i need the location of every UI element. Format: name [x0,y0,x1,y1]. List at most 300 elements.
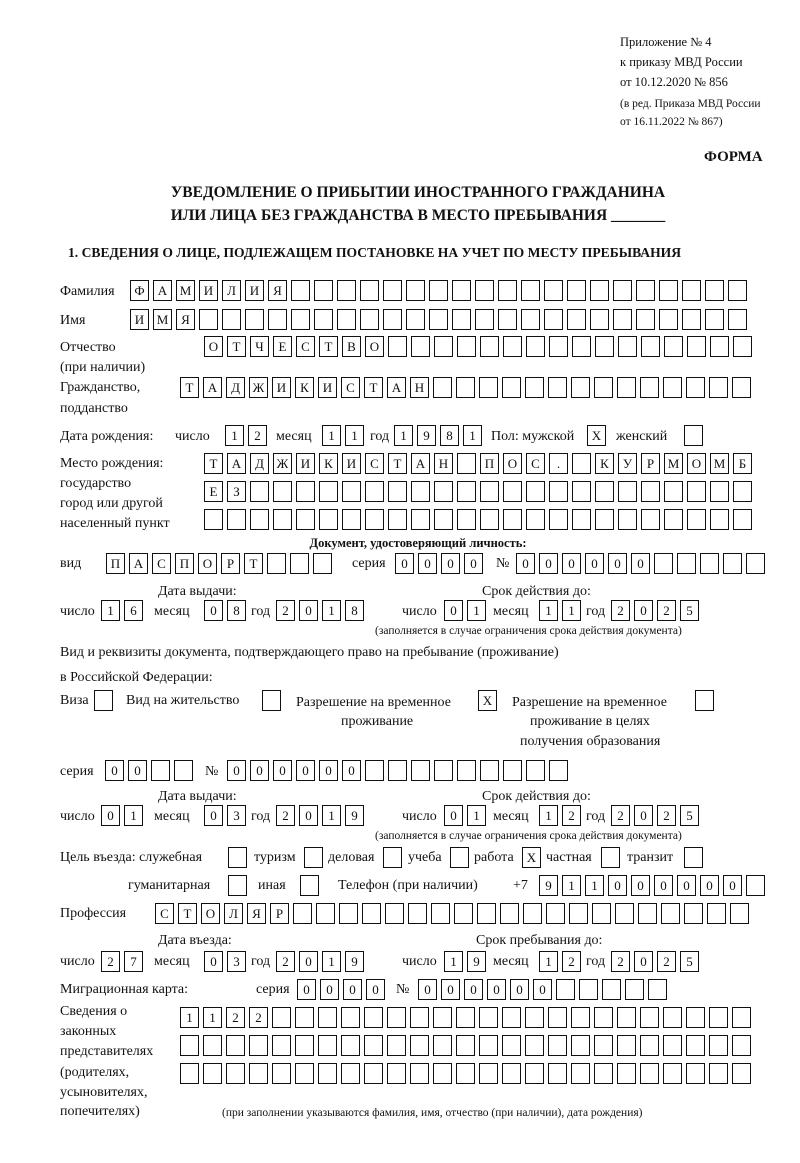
char-cell[interactable]: М [710,453,729,474]
char-cell[interactable]: 0 [273,760,292,781]
char-cell[interactable] [523,903,542,924]
char-cell[interactable] [434,336,453,357]
char-cell[interactable] [475,280,494,301]
char-cell[interactable] [595,481,614,502]
char-cell[interactable] [304,847,323,868]
char-cell[interactable] [687,509,706,530]
char-cell[interactable]: А [129,553,148,574]
purpose-tourism-checkbox[interactable] [304,847,323,868]
char-cell[interactable] [456,377,475,398]
char-cell[interactable]: 8 [227,600,246,621]
char-cell[interactable] [290,553,309,574]
char-cell[interactable] [733,481,752,502]
char-cell[interactable]: 0 [128,760,147,781]
char-cell[interactable]: Т [180,377,199,398]
char-cell[interactable]: 0 [677,875,696,896]
char-cell[interactable]: К [595,453,614,474]
char-cell[interactable] [579,979,598,1000]
char-cell[interactable]: 1 [394,425,413,446]
char-cell[interactable] [572,453,591,474]
char-cell[interactable] [341,1035,360,1056]
char-cell[interactable] [709,377,728,398]
char-cell[interactable] [686,377,705,398]
char-cell[interactable] [617,377,636,398]
char-cell[interactable]: 1 [562,600,581,621]
char-cell[interactable] [594,1063,613,1084]
char-cell[interactable] [636,309,655,330]
char-cell[interactable] [728,309,747,330]
char-cell[interactable] [640,1063,659,1084]
sex-male-checkbox[interactable] [587,425,606,446]
char-cell[interactable]: 0 [299,600,318,621]
char-cell[interactable] [502,1007,521,1028]
char-cell[interactable] [273,509,292,530]
char-cell[interactable]: 1 [322,600,341,621]
char-cell[interactable] [502,377,521,398]
char-cell[interactable]: 0 [634,951,653,972]
char-cell[interactable] [227,509,246,530]
char-cell[interactable] [249,1063,268,1084]
char-cell[interactable] [365,760,384,781]
char-cell[interactable] [618,336,637,357]
purpose-humanitarian-checkbox[interactable] [228,875,247,896]
purpose-study-checkbox[interactable] [450,847,469,868]
char-cell[interactable]: 2 [226,1007,245,1028]
char-cell[interactable] [705,309,724,330]
char-cell[interactable]: 2 [276,805,295,826]
char-cell[interactable]: М [176,280,195,301]
char-cell[interactable]: 8 [345,600,364,621]
char-cell[interactable]: З [227,481,246,502]
id-number-field[interactable] [516,553,765,574]
id-valid-year-field[interactable] [611,600,699,621]
purpose-transit-checkbox[interactable] [684,847,703,868]
char-cell[interactable] [640,1035,659,1056]
char-cell[interactable]: X [478,690,497,711]
char-cell[interactable] [525,1063,544,1084]
char-cell[interactable] [502,1063,521,1084]
char-cell[interactable] [617,1063,636,1084]
char-cell[interactable]: 0 [204,805,223,826]
char-cell[interactable]: 0 [296,760,315,781]
char-cell[interactable]: 0 [700,875,719,896]
char-cell[interactable]: С [526,453,545,474]
char-cell[interactable]: 5 [680,805,699,826]
char-cell[interactable]: 1 [539,805,558,826]
stay-month-field[interactable] [539,951,581,972]
reps-field-1[interactable] [180,1007,751,1028]
char-cell[interactable] [663,1035,682,1056]
char-cell[interactable] [226,1063,245,1084]
char-cell[interactable] [319,509,338,530]
char-cell[interactable] [429,280,448,301]
char-cell[interactable]: 0 [441,553,460,574]
purpose-work-checkbox[interactable] [522,847,541,868]
char-cell[interactable]: 9 [467,951,486,972]
char-cell[interactable] [387,1063,406,1084]
sex-female-checkbox[interactable] [684,425,703,446]
char-cell[interactable] [746,875,765,896]
res-issue-month-field[interactable] [204,805,246,826]
char-cell[interactable] [525,1007,544,1028]
res-issue-year-field[interactable] [276,805,364,826]
char-cell[interactable] [733,336,752,357]
char-cell[interactable] [661,903,680,924]
char-cell[interactable] [733,509,752,530]
char-cell[interactable] [613,309,632,330]
char-cell[interactable] [296,481,315,502]
char-cell[interactable] [433,377,452,398]
char-cell[interactable] [151,760,170,781]
char-cell[interactable] [548,377,567,398]
char-cell[interactable] [732,377,751,398]
char-cell[interactable] [273,481,292,502]
char-cell[interactable] [174,760,193,781]
char-cell[interactable]: А [227,453,246,474]
char-cell[interactable] [710,336,729,357]
char-cell[interactable] [480,336,499,357]
char-cell[interactable] [272,1007,291,1028]
char-cell[interactable]: 0 [418,553,437,574]
entry-month-field[interactable] [204,951,246,972]
char-cell[interactable] [695,690,714,711]
residence-permit-checkbox[interactable] [262,690,281,711]
char-cell[interactable] [682,280,701,301]
char-cell[interactable] [341,1007,360,1028]
char-cell[interactable] [204,509,223,530]
dob-day-field[interactable] [225,425,267,446]
char-cell[interactable]: Л [224,903,243,924]
char-cell[interactable]: 1 [322,425,341,446]
char-cell[interactable] [383,309,402,330]
char-cell[interactable]: 0 [444,805,463,826]
char-cell[interactable] [684,847,703,868]
char-cell[interactable]: 0 [585,553,604,574]
char-cell[interactable]: 3 [227,951,246,972]
char-cell[interactable] [313,553,332,574]
char-cell[interactable]: 2 [276,600,295,621]
char-cell[interactable] [319,481,338,502]
birthplace-field-2[interactable] [204,481,752,502]
char-cell[interactable]: В [342,336,361,357]
id-valid-month-field[interactable] [539,600,581,621]
char-cell[interactable] [475,309,494,330]
char-cell[interactable] [203,1063,222,1084]
char-cell[interactable] [180,1063,199,1084]
char-cell[interactable] [521,280,540,301]
char-cell[interactable]: И [130,309,149,330]
char-cell[interactable] [272,1035,291,1056]
char-cell[interactable] [318,1007,337,1028]
char-cell[interactable] [659,280,678,301]
char-cell[interactable] [250,481,269,502]
id-type-field[interactable] [106,553,332,574]
char-cell[interactable] [723,553,742,574]
char-cell[interactable] [339,903,358,924]
char-cell[interactable] [431,903,450,924]
char-cell[interactable] [456,1063,475,1084]
char-cell[interactable]: 9 [345,805,364,826]
char-cell[interactable] [452,280,471,301]
char-cell[interactable] [434,509,453,530]
char-cell[interactable] [434,481,453,502]
char-cell[interactable] [388,760,407,781]
char-cell[interactable] [684,425,703,446]
char-cell[interactable] [544,280,563,301]
char-cell[interactable] [410,1007,429,1028]
char-cell[interactable] [364,1035,383,1056]
migration-series-field[interactable] [297,979,385,1000]
char-cell[interactable]: С [341,377,360,398]
char-cell[interactable]: Ж [249,377,268,398]
char-cell[interactable] [387,1007,406,1028]
char-cell[interactable] [433,1007,452,1028]
char-cell[interactable]: И [318,377,337,398]
char-cell[interactable]: 2 [657,951,676,972]
char-cell[interactable] [295,1007,314,1028]
patronymic-field[interactable] [204,336,752,357]
char-cell[interactable] [648,979,667,1000]
char-cell[interactable]: Н [434,453,453,474]
char-cell[interactable] [601,847,620,868]
char-cell[interactable] [503,336,522,357]
purpose-official-checkbox[interactable] [228,847,247,868]
char-cell[interactable] [687,481,706,502]
char-cell[interactable] [684,903,703,924]
char-cell[interactable]: 0 [539,553,558,574]
char-cell[interactable]: Д [250,453,269,474]
char-cell[interactable] [228,875,247,896]
char-cell[interactable]: 0 [654,875,673,896]
char-cell[interactable] [249,1035,268,1056]
char-cell[interactable] [641,481,660,502]
char-cell[interactable] [732,1035,751,1056]
char-cell[interactable] [526,336,545,357]
char-cell[interactable]: К [295,377,314,398]
char-cell[interactable] [267,553,286,574]
citizenship-field[interactable] [180,377,751,398]
char-cell[interactable] [663,1007,682,1028]
char-cell[interactable] [700,553,719,574]
char-cell[interactable] [709,1063,728,1084]
char-cell[interactable]: А [387,377,406,398]
char-cell[interactable] [625,979,644,1000]
char-cell[interactable] [245,309,264,330]
char-cell[interactable] [521,309,540,330]
char-cell[interactable] [567,280,586,301]
char-cell[interactable]: М [153,309,172,330]
char-cell[interactable] [362,903,381,924]
char-cell[interactable] [595,336,614,357]
char-cell[interactable]: С [365,453,384,474]
char-cell[interactable] [300,875,319,896]
char-cell[interactable] [250,509,269,530]
char-cell[interactable] [549,336,568,357]
char-cell[interactable] [709,1007,728,1028]
char-cell[interactable] [640,377,659,398]
id-issue-month-field[interactable] [204,600,246,621]
char-cell[interactable]: 7 [124,951,143,972]
id-valid-day-field[interactable] [444,600,486,621]
char-cell[interactable] [526,481,545,502]
char-cell[interactable] [295,1063,314,1084]
entry-day-field[interactable] [101,951,143,972]
char-cell[interactable] [503,481,522,502]
char-cell[interactable] [268,309,287,330]
char-cell[interactable] [388,509,407,530]
char-cell[interactable] [549,509,568,530]
char-cell[interactable] [450,847,469,868]
char-cell[interactable] [385,903,404,924]
char-cell[interactable] [272,1063,291,1084]
char-cell[interactable] [337,280,356,301]
char-cell[interactable] [365,481,384,502]
dob-month-field[interactable] [322,425,364,446]
char-cell[interactable]: П [175,553,194,574]
char-cell[interactable] [226,1035,245,1056]
char-cell[interactable] [410,1063,429,1084]
char-cell[interactable] [730,903,749,924]
char-cell[interactable]: Ф [130,280,149,301]
char-cell[interactable] [526,760,545,781]
char-cell[interactable]: 9 [417,425,436,446]
char-cell[interactable] [636,280,655,301]
char-cell[interactable] [710,481,729,502]
char-cell[interactable] [503,760,522,781]
char-cell[interactable]: 1 [539,600,558,621]
char-cell[interactable] [337,309,356,330]
char-cell[interactable]: 0 [299,951,318,972]
char-cell[interactable] [569,903,588,924]
char-cell[interactable]: Т [178,903,197,924]
char-cell[interactable] [682,309,701,330]
char-cell[interactable]: П [480,453,499,474]
char-cell[interactable] [387,1035,406,1056]
char-cell[interactable]: О [687,453,706,474]
res-valid-day-field[interactable] [444,805,486,826]
temp-permit-checkbox[interactable] [478,690,497,711]
char-cell[interactable] [659,309,678,330]
id-issue-year-field[interactable] [276,600,364,621]
char-cell[interactable] [199,309,218,330]
char-cell[interactable]: 2 [562,805,581,826]
profession-field[interactable] [155,903,749,924]
char-cell[interactable] [480,481,499,502]
char-cell[interactable]: 2 [562,951,581,972]
char-cell[interactable]: . [549,453,568,474]
char-cell[interactable]: О [503,453,522,474]
char-cell[interactable]: 0 [101,805,120,826]
char-cell[interactable]: Л [222,280,241,301]
char-cell[interactable] [296,509,315,530]
char-cell[interactable]: Н [410,377,429,398]
char-cell[interactable] [592,903,611,924]
char-cell[interactable]: 0 [105,760,124,781]
char-cell[interactable]: О [198,553,217,574]
id-series-field[interactable] [395,553,483,574]
char-cell[interactable] [617,1035,636,1056]
char-cell[interactable]: Б [733,453,752,474]
char-cell[interactable] [498,309,517,330]
char-cell[interactable]: 1 [463,425,482,446]
char-cell[interactable] [710,509,729,530]
char-cell[interactable]: 1 [203,1007,222,1028]
char-cell[interactable] [316,903,335,924]
char-cell[interactable] [477,903,496,924]
char-cell[interactable] [677,553,696,574]
char-cell[interactable]: 2 [611,600,630,621]
char-cell[interactable] [526,509,545,530]
char-cell[interactable]: 0 [320,979,339,1000]
id-issue-day-field[interactable] [101,600,143,621]
char-cell[interactable] [342,509,361,530]
char-cell[interactable]: О [365,336,384,357]
char-cell[interactable]: Т [244,553,263,574]
char-cell[interactable] [572,336,591,357]
char-cell[interactable]: X [522,847,541,868]
char-cell[interactable] [406,280,425,301]
char-cell[interactable] [663,377,682,398]
char-cell[interactable]: А [203,377,222,398]
char-cell[interactable] [664,509,683,530]
char-cell[interactable] [342,481,361,502]
char-cell[interactable]: П [106,553,125,574]
char-cell[interactable] [360,309,379,330]
char-cell[interactable] [383,280,402,301]
res-number-field[interactable] [227,760,568,781]
char-cell[interactable] [686,1035,705,1056]
visa-checkbox[interactable] [94,690,113,711]
char-cell[interactable]: 0 [342,760,361,781]
char-cell[interactable] [590,309,609,330]
char-cell[interactable]: И [199,280,218,301]
char-cell[interactable] [525,1035,544,1056]
char-cell[interactable]: А [153,280,172,301]
char-cell[interactable]: 0 [464,979,483,1000]
char-cell[interactable]: А [411,453,430,474]
char-cell[interactable] [314,309,333,330]
char-cell[interactable] [383,847,402,868]
char-cell[interactable] [291,280,310,301]
char-cell[interactable]: 1 [467,805,486,826]
char-cell[interactable] [222,309,241,330]
char-cell[interactable] [567,309,586,330]
char-cell[interactable]: Т [364,377,383,398]
char-cell[interactable]: 1 [101,600,120,621]
purpose-business-checkbox[interactable] [383,847,402,868]
char-cell[interactable]: 6 [124,600,143,621]
char-cell[interactable]: Р [270,903,289,924]
char-cell[interactable] [388,481,407,502]
edu-permit-checkbox[interactable] [695,690,714,711]
char-cell[interactable] [572,481,591,502]
phone-field[interactable] [539,875,765,896]
char-cell[interactable] [663,1063,682,1084]
char-cell[interactable] [479,1063,498,1084]
char-cell[interactable] [360,280,379,301]
char-cell[interactable]: У [618,453,637,474]
char-cell[interactable] [203,1035,222,1056]
dob-year-field[interactable] [394,425,482,446]
char-cell[interactable]: О [201,903,220,924]
stay-day-field[interactable] [444,951,486,972]
char-cell[interactable]: 0 [608,875,627,896]
char-cell[interactable] [318,1035,337,1056]
char-cell[interactable] [728,280,747,301]
char-cell[interactable]: 0 [343,979,362,1000]
char-cell[interactable]: 0 [441,979,460,1000]
char-cell[interactable] [705,280,724,301]
